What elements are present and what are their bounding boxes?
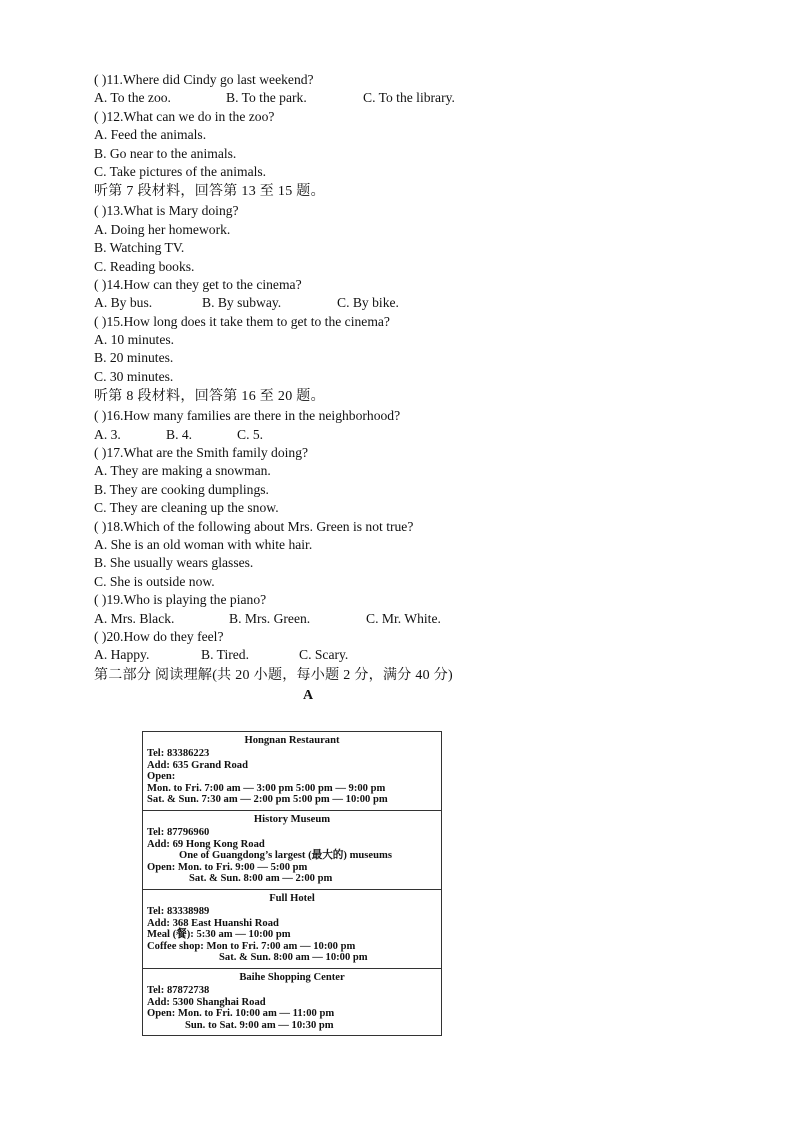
option-b: B. To the park. [226, 90, 307, 106]
restaurant-title: Hongnan Restaurant [244, 735, 340, 746]
option-a: A. Mrs. Black. [94, 610, 175, 626]
museum-title: History Museum [253, 813, 331, 825]
add-label: Add: [147, 917, 170, 929]
restaurant-hours-weekend: Sat. & Sun. 7:30 am — 2:00 pm 5:00 pm — 10:00 pm [147, 794, 388, 806]
question-18: ( )18.Which of the following about Mrs. Green is not true? [94, 518, 414, 534]
option-c: C. Mr. White. [366, 610, 441, 626]
option-b: B. 20 minutes. [94, 350, 174, 366]
option-c: C. They are cleaning up the snow. [94, 500, 279, 516]
option-a: A. To the zoo. [94, 90, 171, 106]
coffee-shop-label: Coffee shop: [147, 940, 204, 952]
question-11-options [94, 89, 714, 107]
restaurant-tel: 83386223 [166, 748, 210, 759]
question-17: ( )17.What are the Smith family doing? [94, 445, 309, 461]
hotel-cell [143, 889, 442, 968]
museum-hours-weekday: Mon. to Fri. 9:00 — 5:00 pm [177, 861, 308, 873]
section-7-heading: 听第 7 段材料，回答第 13 至 15 题。 [94, 184, 325, 200]
option-b: B. She usually wears glasses. [94, 555, 254, 571]
open-label: Open: [147, 861, 176, 873]
hotel-title: Full Hotel [269, 892, 315, 904]
option-b: B. By subway. [202, 295, 282, 311]
museum-tel: 87796960 [166, 826, 210, 838]
option-b: B. Watching TV. [94, 240, 185, 256]
option-c: C. She is outside now. [94, 573, 215, 589]
question-14: ( )14.How can they get to the cinema? [94, 276, 302, 292]
option-a: A. By bus. [94, 295, 153, 311]
question-19-options [94, 610, 714, 628]
shopping-hours-1: Mon. to Fri. 10:00 am — 11:00 pm [177, 1008, 335, 1020]
question-15: ( )15.How long does it take them to get to the cinema? [94, 313, 390, 329]
hotel-tel: 83338989 [166, 905, 210, 917]
tel-label: Tel: [147, 748, 165, 759]
option-a: A. 3. [94, 426, 121, 442]
option-b: B. Mrs. Green. [229, 610, 311, 626]
tel-label: Tel: [147, 984, 165, 996]
option-b: B. 4. [166, 426, 193, 442]
meal-label: Meal (餐): [147, 929, 194, 941]
shopping-address: 5300 Shanghai Road [172, 996, 266, 1008]
restaurant-cell [143, 732, 442, 811]
hotel-address: 368 East Huanshi Road [172, 917, 279, 929]
shopping-cell [143, 968, 442, 1035]
question-16: ( )16.How many families are there in the neighborhood? [94, 408, 401, 424]
section-8-heading: 听第 8 段材料，回答第 16 至 20 题。 [94, 389, 325, 405]
museum-cell [143, 810, 442, 889]
open-label: Open: [147, 771, 176, 783]
museum-address: 69 Hong Kong Road [172, 838, 265, 850]
restaurant-hours-weekday: Mon. to Fri. 7:00 am — 3:00 pm 5:00 pm — 9:00 pm [147, 782, 386, 794]
tel-label: Tel: [147, 826, 165, 838]
option-a: A. Doing her homework. [94, 221, 231, 237]
hotel-meal-hours: 5:30 am — 10:00 pm [196, 929, 291, 941]
add-label: Add: [147, 838, 170, 850]
question-16-options [94, 426, 714, 444]
option-a: A. Happy. [94, 647, 150, 663]
question-13: ( )13.What is Mary doing? [94, 203, 239, 219]
coffee-hours-weekend: Sat. & Sun. 8:00 am — 10:00 pm [219, 952, 368, 964]
question-11: ( )11.Where did Cindy go last weekend? [94, 72, 314, 87]
option-c: C. By bike. [337, 295, 399, 311]
open-label: Open: [147, 1008, 176, 1020]
option-a: A. 10 minutes. [94, 332, 175, 348]
question-page [94, 71, 714, 706]
option-a: A. They are making a snowman. [94, 463, 271, 479]
option-c: C. Scary. [299, 647, 349, 663]
shopping-title: Baihe Shopping Center [239, 971, 345, 983]
option-c: C. Reading books. [94, 258, 195, 274]
option-c: C. To the library. [363, 90, 455, 106]
option-a: A. Feed the animals. [94, 127, 207, 143]
shopping-tel: 87872738 [166, 984, 210, 996]
info-table [142, 731, 442, 1036]
option-a: A. She is an old woman with white hair. [94, 536, 313, 552]
add-label: Add: [147, 759, 170, 771]
question-20: ( )20.How do they feel? [94, 628, 224, 644]
tel-label: Tel: [147, 905, 165, 917]
museum-note: One of Guangdong’s largest (最大的) museums [179, 850, 392, 862]
option-b: B. Tired. [201, 647, 249, 663]
question-19: ( )19.Who is playing the piano? [94, 592, 267, 608]
option-c: C. 30 minutes. [94, 368, 174, 384]
option-c: C. 5. [237, 426, 264, 442]
option-b: B. They are cooking dumplings. [94, 481, 269, 497]
question-20-options [94, 646, 714, 664]
add-label: Add: [147, 996, 170, 1008]
shopping-hours-2: Sun. to Sat. 9:00 am — 10:30 pm [185, 1019, 334, 1031]
question-14-options [94, 294, 714, 312]
option-b: B. Go near to the animals. [94, 145, 237, 161]
option-c: C. Take pictures of the animals. [94, 163, 267, 179]
question-12: ( )12.What can we do in the zoo? [94, 108, 275, 124]
coffee-hours-weekday: Mon to Fri. 7:00 am — 10:00 pm [206, 940, 356, 952]
restaurant-address: 635 Grand Road [172, 759, 248, 771]
passage-a-label: A [302, 687, 314, 703]
part-2-heading: 第二部分 阅读理解(共 20 小题，每小题 2 分，满分 40 分) [94, 667, 454, 683]
museum-hours-weekend: Sat. & Sun. 8:00 am — 2:00 pm [189, 873, 333, 885]
